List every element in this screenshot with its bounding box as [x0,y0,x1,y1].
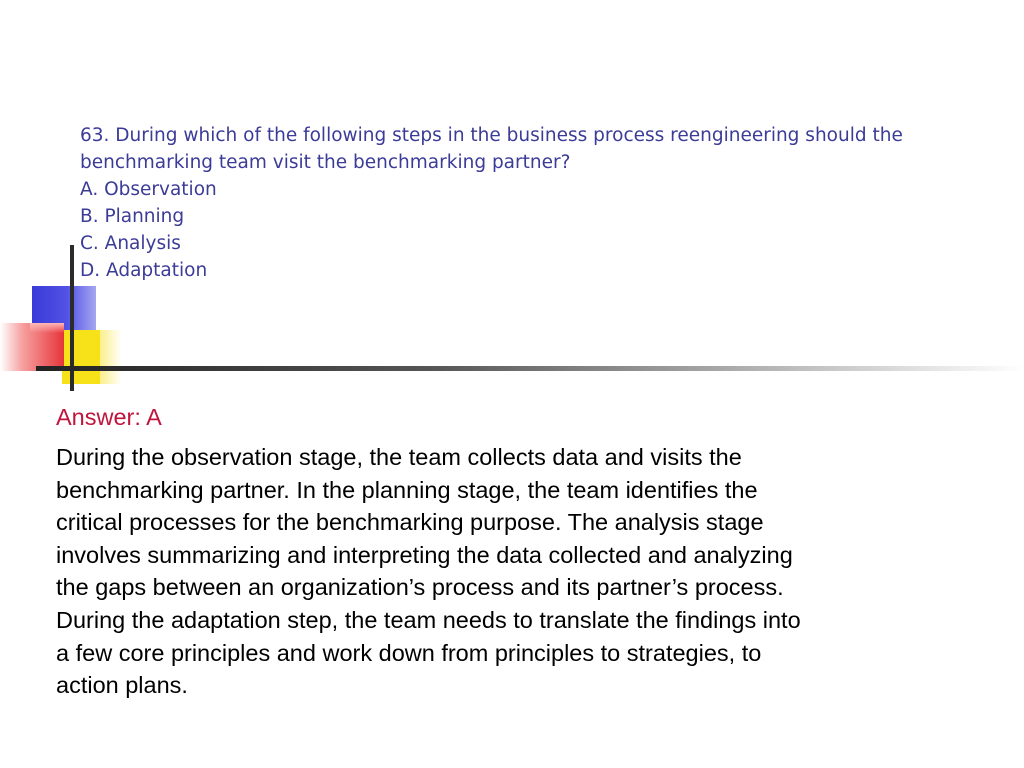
decor-yellow-fade [100,330,122,384]
decor-red-highlight [30,323,64,333]
decor-yellow-square [62,330,102,384]
option-d: D. Adaptation [80,260,208,281]
answer-label: Answer: A [56,404,162,430]
explanation-line: action plans. [56,672,188,699]
explanation-line: benchmarking partner. In the planning stage, the team identifies the [56,476,758,503]
explanation-line: During the adaptation step, the team needs to translate the findings into [56,606,801,633]
question-block [80,122,990,284]
explanation-line: critical processes for the benchmarking purpose. The analysis stage [56,509,764,536]
explanation-line: the gaps between an organization’s process and its partner’s process. [56,574,784,601]
explanation-line: a few core principles and work down from principles to strategies, to [56,639,762,666]
option-a: A. Observation [80,179,217,200]
explanation-line: During the observation stage, the team collects data and visits the [56,444,742,470]
question-line-1: 63. During which of the following steps in the business process reengineering should the [80,125,903,146]
question-line-2: benchmarking team visit the benchmarking partner? [80,152,571,173]
explanation-line: involves summarizing and interpreting the data collected and analyzing [56,541,793,568]
answer-explanation [56,441,1006,702]
title-divider-rule [36,366,1024,371]
option-b: B. Planning [80,206,185,227]
option-c: C. Analysis [80,233,181,254]
